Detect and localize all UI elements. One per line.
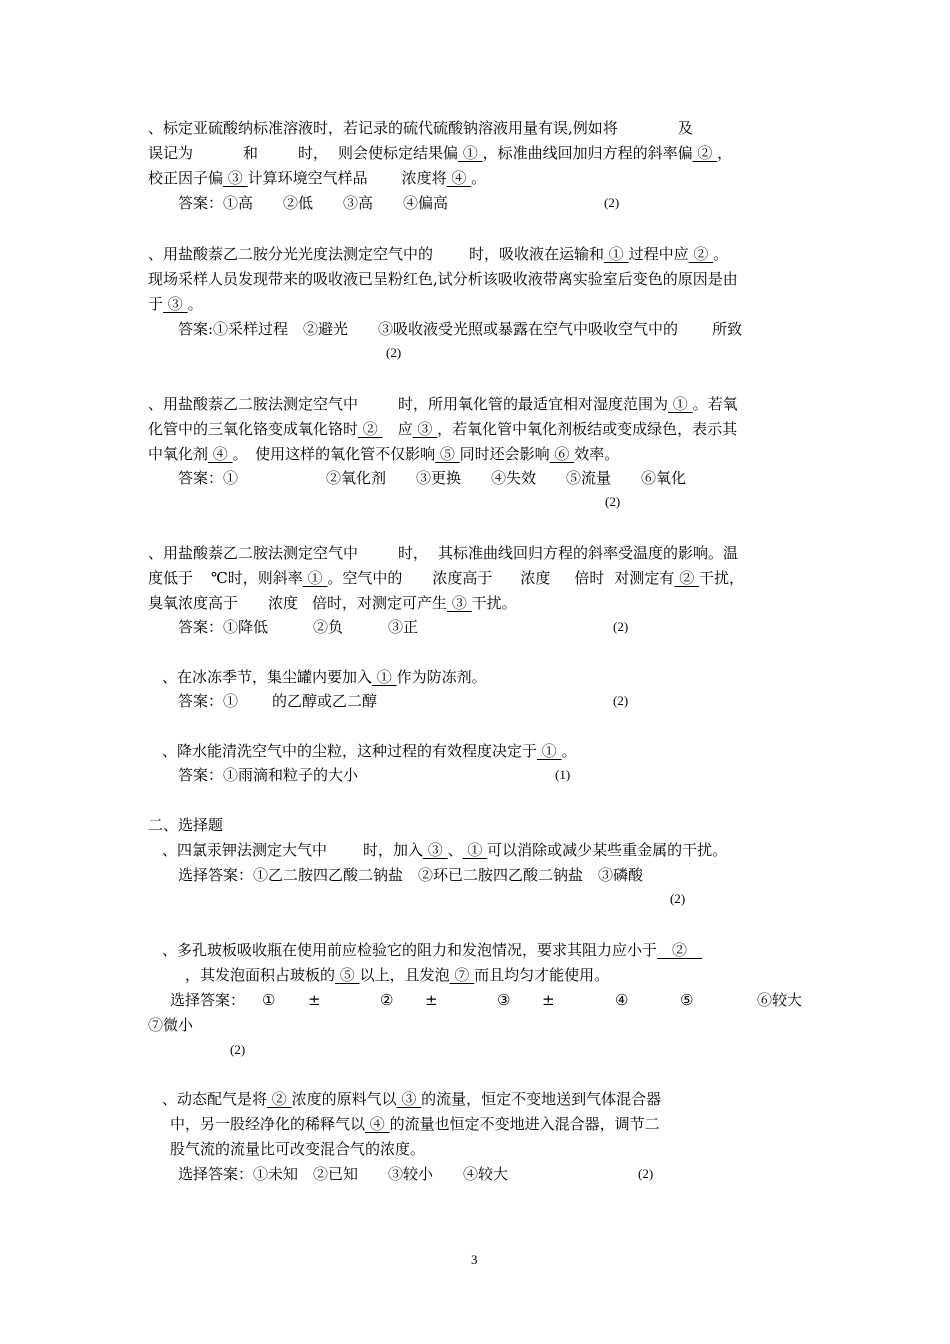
page-number: 3 <box>471 1252 478 1267</box>
q3-text: ，若氧化管中氧化剂板结或变成绿色，表示其 <box>437 420 738 438</box>
q3-line-3 <box>148 445 619 463</box>
c3-text: 的流量也恒定不变地进入混合器，调节二 <box>389 1115 660 1133</box>
q3-text: 时，所用氧化管的最适宜相对湿度范围为 <box>398 395 669 413</box>
c3-line-1 <box>162 1090 661 1108</box>
q4-line-2 <box>148 569 744 587</box>
c2-option: ± <box>425 991 438 1009</box>
c3-answer: 选择答案：①未知 ②已知 ③较小 ④较大 <box>178 1165 509 1183</box>
answer-blank: ① <box>462 841 488 859</box>
q4-answer: 答案：①降低 ②负 ③正 <box>178 618 419 636</box>
q4-text: 臭氧浓度高于 <box>148 594 239 612</box>
q1-text: 计算环境空气样品 <box>247 169 368 187</box>
q5-score: (2) <box>613 693 629 708</box>
c2-line-2 <box>185 966 609 984</box>
answer-blank: ⑤ <box>435 445 460 463</box>
c3-text: 浓度的原料气以 <box>291 1090 397 1108</box>
q3-text: 化管中的三氧化铬变成氧化铬时 <box>148 420 359 438</box>
q2-line-3 <box>148 295 203 313</box>
answer-blank: ① <box>458 144 483 162</box>
q4-text: 、用盐酸萘乙二胺法测定空气中 <box>148 544 359 562</box>
c3-text: 、动态配气是将 <box>162 1090 268 1108</box>
q4-text: 对测定有 <box>614 569 675 587</box>
answer-blank: ④ <box>208 445 233 463</box>
q5-answer-text: 的乙醇或乙二醇 <box>272 692 378 710</box>
q3-line-1 <box>148 395 738 413</box>
q1-line-1 <box>148 119 693 137</box>
answer-blank: ④ <box>446 169 472 187</box>
q1-text: 则会使标定结果偏 <box>338 144 459 162</box>
c2-option: ② <box>380 991 394 1009</box>
q2-line-1 <box>148 245 728 263</box>
q5-text: 、在冰冻季节，集尘罐内要加入 <box>162 668 373 686</box>
c2-text: ，其发泡面积占玻板的 <box>185 966 336 984</box>
q4-text: ℃时，则斜率 <box>211 569 303 587</box>
q6-score: (1) <box>555 767 571 782</box>
q4-score: (2) <box>613 619 629 634</box>
q3-text: 中氧化剂 <box>148 445 209 463</box>
q2-answer-text: 答案:①采样过程 ②避光 ③吸收液受光照或暴露在空气中吸收空气中的 <box>178 320 679 338</box>
q2-line-2: 现场采样人员发现带来的吸收液已呈粉红色,试分析该吸收液带离实验室后变色的原因是由 <box>148 270 738 288</box>
q1-text: 。 <box>471 169 487 187</box>
q3-answer <box>178 469 686 487</box>
c2-option: ⑥较大 <box>757 991 803 1009</box>
c2-option: ① <box>262 991 276 1009</box>
answer-blank: ① <box>668 395 693 413</box>
answer-blank: ① <box>372 668 397 686</box>
answer-blank: ④ <box>365 1115 390 1133</box>
q4-line-1 <box>148 544 738 562</box>
c2-text: 以上，且发泡 <box>359 966 450 984</box>
q2-score: (2) <box>386 345 402 360</box>
q4-text: 时， <box>398 544 429 562</box>
q4-text: 其标准曲线回归方程的斜率受温度的影响。温 <box>438 544 739 562</box>
q1-text: ，标准曲线回加归方程的斜率偏 <box>482 144 693 162</box>
answer-blank: ① <box>302 569 328 587</box>
q5-answer-text: 答案：① <box>178 692 239 710</box>
q4-text: 浓度高于 <box>432 569 493 587</box>
q1-text: 时， <box>298 144 329 162</box>
q1-text: 校正因子偏 <box>148 169 224 187</box>
q3-text: 应 <box>382 420 413 438</box>
answer-blank: ② <box>688 245 714 263</box>
q3-score: (2) <box>605 494 621 509</box>
c1-line-1 <box>162 841 727 859</box>
q2-text: 、用盐酸萘乙二胺分光光度法测定空气中的 <box>148 245 434 263</box>
q6-line-1 <box>162 742 577 760</box>
q4-text: 干扰， <box>698 569 744 587</box>
q2-answer-text: 所致 <box>712 320 743 338</box>
q3-text: 、用盐酸萘乙二胺法测定空气中 <box>148 395 359 413</box>
c1-text: 时，加入 <box>363 841 424 859</box>
q1-answer: 答案：①高 ②低 ③高 ④偏高 <box>178 194 449 212</box>
answer-blank: ③ <box>396 1090 422 1108</box>
c2-score: (2) <box>230 1042 246 1057</box>
q3-answer-text: ②氧化剂 ③更换 ④失效 ⑤流量 ⑥氧化 <box>326 469 687 487</box>
q4-text: 。空气中的 <box>327 569 403 587</box>
c2-line-1 <box>162 941 702 959</box>
q3-text: 。 使用这样的氧化管不仅影响 <box>232 445 436 463</box>
answer-blank: ⑥ <box>549 445 575 463</box>
q6-text: 、降水能清洗空气中的尘粒，这种过程的有效程度决定于 <box>162 742 538 760</box>
answer-blank: ② <box>358 420 383 438</box>
c2-option: ± <box>542 991 555 1009</box>
q4-line-3 <box>148 594 517 612</box>
c2-option: ③ <box>497 991 511 1009</box>
answer-blank: ② <box>692 144 718 162</box>
q2-text: 时，吸收液在运输和 <box>469 245 605 263</box>
answer-blank: ③ <box>412 420 438 438</box>
c2-option: ± <box>308 991 321 1009</box>
q3-answer-text: 答案：① <box>178 469 239 487</box>
c3-line-2 <box>170 1115 660 1133</box>
answer-blank: ② <box>657 941 703 959</box>
answer-blank: ② <box>674 569 699 587</box>
q4-text: 度低于 <box>148 569 194 587</box>
q2-text: 于 <box>148 295 164 313</box>
q6-answer: 答案：①雨滴和粒子的大小 <box>178 766 359 784</box>
c2-option: ④ <box>615 991 629 1009</box>
answer-blank: ⑦ <box>449 966 475 984</box>
q3-text: 。若氧 <box>692 395 738 413</box>
q2-text: 。 <box>187 295 203 313</box>
q4-text: 倍时 <box>574 569 605 587</box>
q4-text: 倍时，对测定可产生 <box>312 594 448 612</box>
q4-text: 浓度 <box>268 594 299 612</box>
q5-answer <box>178 692 377 710</box>
q3-text: 同时还会影响 <box>459 445 550 463</box>
q1-text: 和 <box>243 144 259 162</box>
q1-text: 误记为 <box>148 144 194 162</box>
q5-text: 作为防冻剂。 <box>396 668 487 686</box>
q1-text: 浓度将 <box>401 169 447 187</box>
c2-option: ⑦微小 <box>148 1016 194 1034</box>
c3-line-3: 股气流的流量比可改变混合气的浓度。 <box>170 1140 426 1158</box>
c3-text: 中，另一股经净化的稀释气以 <box>170 1115 366 1133</box>
q2-text: 过程中应 <box>628 245 689 263</box>
q4-text: 浓度 <box>520 569 551 587</box>
q3-text: 效率。 <box>574 445 620 463</box>
answer-blank: ③ <box>423 841 448 859</box>
answer-blank: ⑤ <box>335 966 360 984</box>
answer-blank: ③ <box>447 594 472 612</box>
c2-text: 、多孔玻板吸收瓶在使用前应检验它的阻力和发泡情况，要求其阻力应小于 <box>162 941 658 959</box>
answer-blank: ③ <box>223 169 248 187</box>
c2-text: 而且均匀才能使用。 <box>474 966 610 984</box>
q2-text: 。 <box>713 245 729 263</box>
c2-answer-label: 选择答案： <box>170 991 246 1009</box>
q1-line-2 <box>148 144 732 162</box>
c3-text: 的流量，恒定不变地送到气体混合器 <box>421 1090 662 1108</box>
answer-blank: ① <box>604 245 629 263</box>
q4-text: 干扰。 <box>471 594 517 612</box>
section-title: 二、选择题 <box>148 816 224 834</box>
answer-blank: ③ <box>163 295 188 313</box>
q1-line-3 <box>148 169 486 187</box>
c1-text: 、四氯汞钾法测定大气中 <box>162 841 328 859</box>
q1-text: 及 <box>677 119 693 137</box>
c1-text: 、 <box>447 841 463 859</box>
q6-text: 。 <box>561 742 577 760</box>
q1-score: (2) <box>604 195 620 210</box>
c2-option: ⑤ <box>680 991 694 1009</box>
q5-line-1 <box>162 668 487 686</box>
q1-text: ， <box>717 144 733 162</box>
c1-text: 可以消除或减少某些重金属的干扰。 <box>487 841 728 859</box>
c1-answer: 选择答案：①乙二胺四乙酸二钠盐 ②环已二胺四乙酸二钠盐 ③磷酸 <box>178 866 644 884</box>
q2-answer <box>178 320 742 338</box>
answer-blank: ① <box>537 742 562 760</box>
c3-score: (2) <box>638 1166 654 1181</box>
q1-text: 、标定亚硫酸纳标准溶液时，若记录的硫代硫酸钠溶液用量有误,例如将 <box>148 119 618 137</box>
c1-score: (2) <box>670 891 686 906</box>
answer-blank: ② <box>267 1090 292 1108</box>
q3-line-2 <box>148 420 737 438</box>
